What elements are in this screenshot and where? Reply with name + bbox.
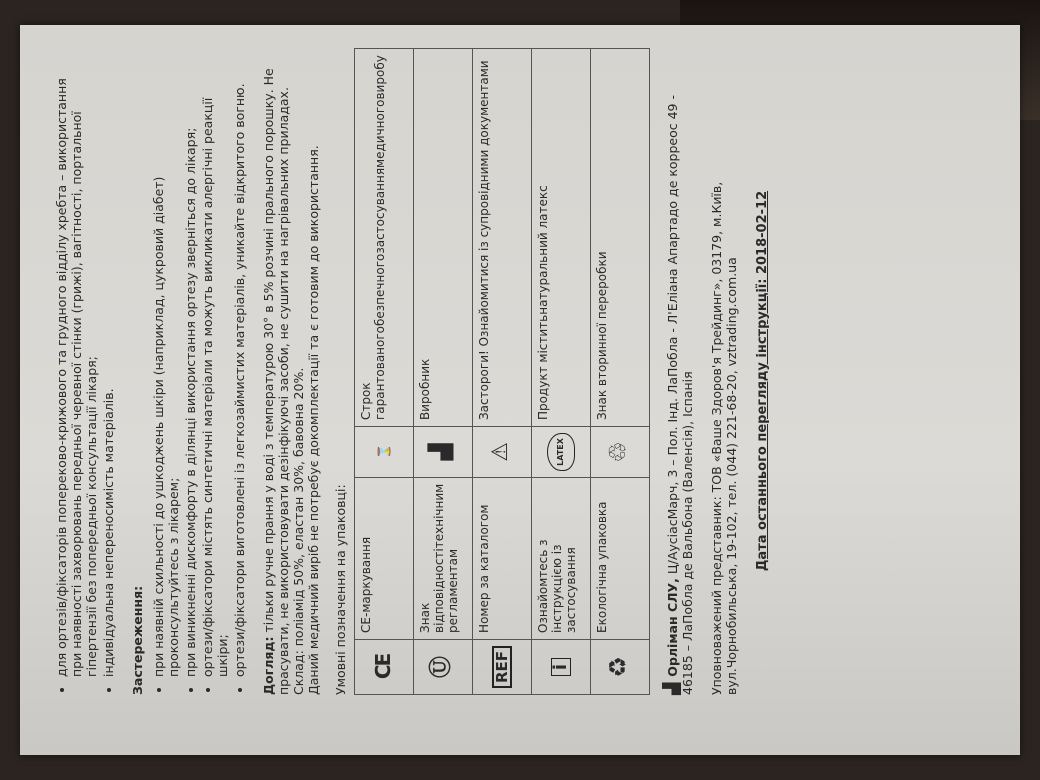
symbol-description: Продукт міститьнатуральний латекс [532, 49, 591, 427]
revision-date: Дата останнього перегляду інструкції: 2018-02-12 [755, 190, 770, 572]
authorized-representative: Уповноважений представник: ТОВ «Ваше Здоров'я Трейдинг», 03179, м.Київ, вул.Чорнобильська, 19-102, тел. (044) 221-68-20, vztrading.com.ua [709, 181, 739, 695]
manufacturer-address: Ц/АусіасМарч, 3 – Пол. Інд. ЛаПобла - Л'Еліана Апартадо де корреос 49 - 46185 – ЛаПобла де Вальбона (Валенсія), Іспанія [665, 95, 695, 695]
manufacturer [664, 67, 695, 695]
instructions-book-icon: i [551, 658, 571, 676]
table-row [532, 49, 591, 695]
care-text: тільки ручне прання у воді з температурою 30° в 5% розчині прального порошку. Не прасувати, не використовувати дезінфікуючі засоби, не сушити на нагрівальних приладах. [261, 68, 291, 695]
intro-item: • індивідуальна непереносимість матеріалів. [101, 67, 116, 677]
warning-item: • ортези/фіксатори містять синтетичні матеріали та можуть викликати алергічні реакції шкіри; [200, 67, 230, 677]
table-row [355, 49, 414, 695]
symbol-description: Знак відповідностітехнічним регламентам [414, 477, 473, 639]
readiness-note: Даний медичний виріб не потребує докомплектації та є готовим до використання. [306, 145, 321, 695]
latex-icon: LATEX [547, 433, 575, 471]
instruction-sheet [20, 25, 1020, 755]
hourglass-icon: ⌛ [377, 444, 391, 460]
symbol-description: Ознайомтесь з інструкцією із застосування [532, 477, 591, 639]
composition: Склад: поліамід 50%, еластан 30%, бавовна 20%. [291, 367, 306, 695]
eco-packaging-icon: ♻ [604, 656, 632, 678]
symbol-description: Екологічна упаковка [591, 477, 650, 639]
factory-icon: ▟ [662, 682, 681, 695]
ref-icon: REF [492, 646, 512, 688]
symbol-description: Знак вторинної переробки [591, 49, 650, 427]
care-section [261, 67, 321, 695]
conformity-mark-icon: Ⓤ [429, 655, 454, 678]
symbol-description: Номер за каталогом [473, 477, 532, 639]
manufacturer-name: Орлiман СЛУ, [665, 578, 680, 677]
symbol-description: CE-маркування [355, 477, 414, 639]
table-row [473, 49, 532, 695]
symbols-table [354, 48, 650, 695]
recycle-icon: ♲ [604, 441, 632, 463]
factory-icon: ▟ [429, 443, 454, 461]
warning-item: • ортези/фіксатори виготовлені із легкозаймистих матеріалів, уникайте відкритого вогню. [232, 67, 247, 677]
warning-item: • при виникненні дискомфорту в ділянці використання ортезу зверніться до лікаря; [183, 67, 198, 677]
intro-item: • для ортезів/фіксаторів попереково-крижового та грудного відділу хребта – використання при наявності захворювань передньої черевної стінки (грижі), вагітності, портальної гіпертензії без попередньої консультації лікаря; [54, 67, 99, 677]
care-paragraph [261, 67, 291, 695]
table-row [414, 49, 473, 695]
warning-triangle-icon: ⚠ [488, 442, 513, 462]
symbols-caption: Умовні позначення на упаковці: [333, 484, 348, 695]
warnings-heading: Застереження: [130, 585, 145, 695]
symbol-description: Застороги! Ознайомитися із супровідними документами [473, 49, 532, 427]
symbol-description: Строк гарантованогобезпечногозастосуваннямедичноговиробу [355, 49, 414, 427]
warning-item: • при наявній схильності до ушкоджень шкіри (наприклад, цукровий діабет) проконсультуйтесь з лікарем; [151, 67, 181, 677]
intro-list [54, 67, 116, 695]
care-label: Догляд: [261, 636, 276, 695]
ce-mark-icon: CE [370, 654, 395, 680]
table-row [591, 49, 650, 695]
symbol-description: Виробник [414, 49, 473, 427]
warnings-list [151, 67, 247, 695]
